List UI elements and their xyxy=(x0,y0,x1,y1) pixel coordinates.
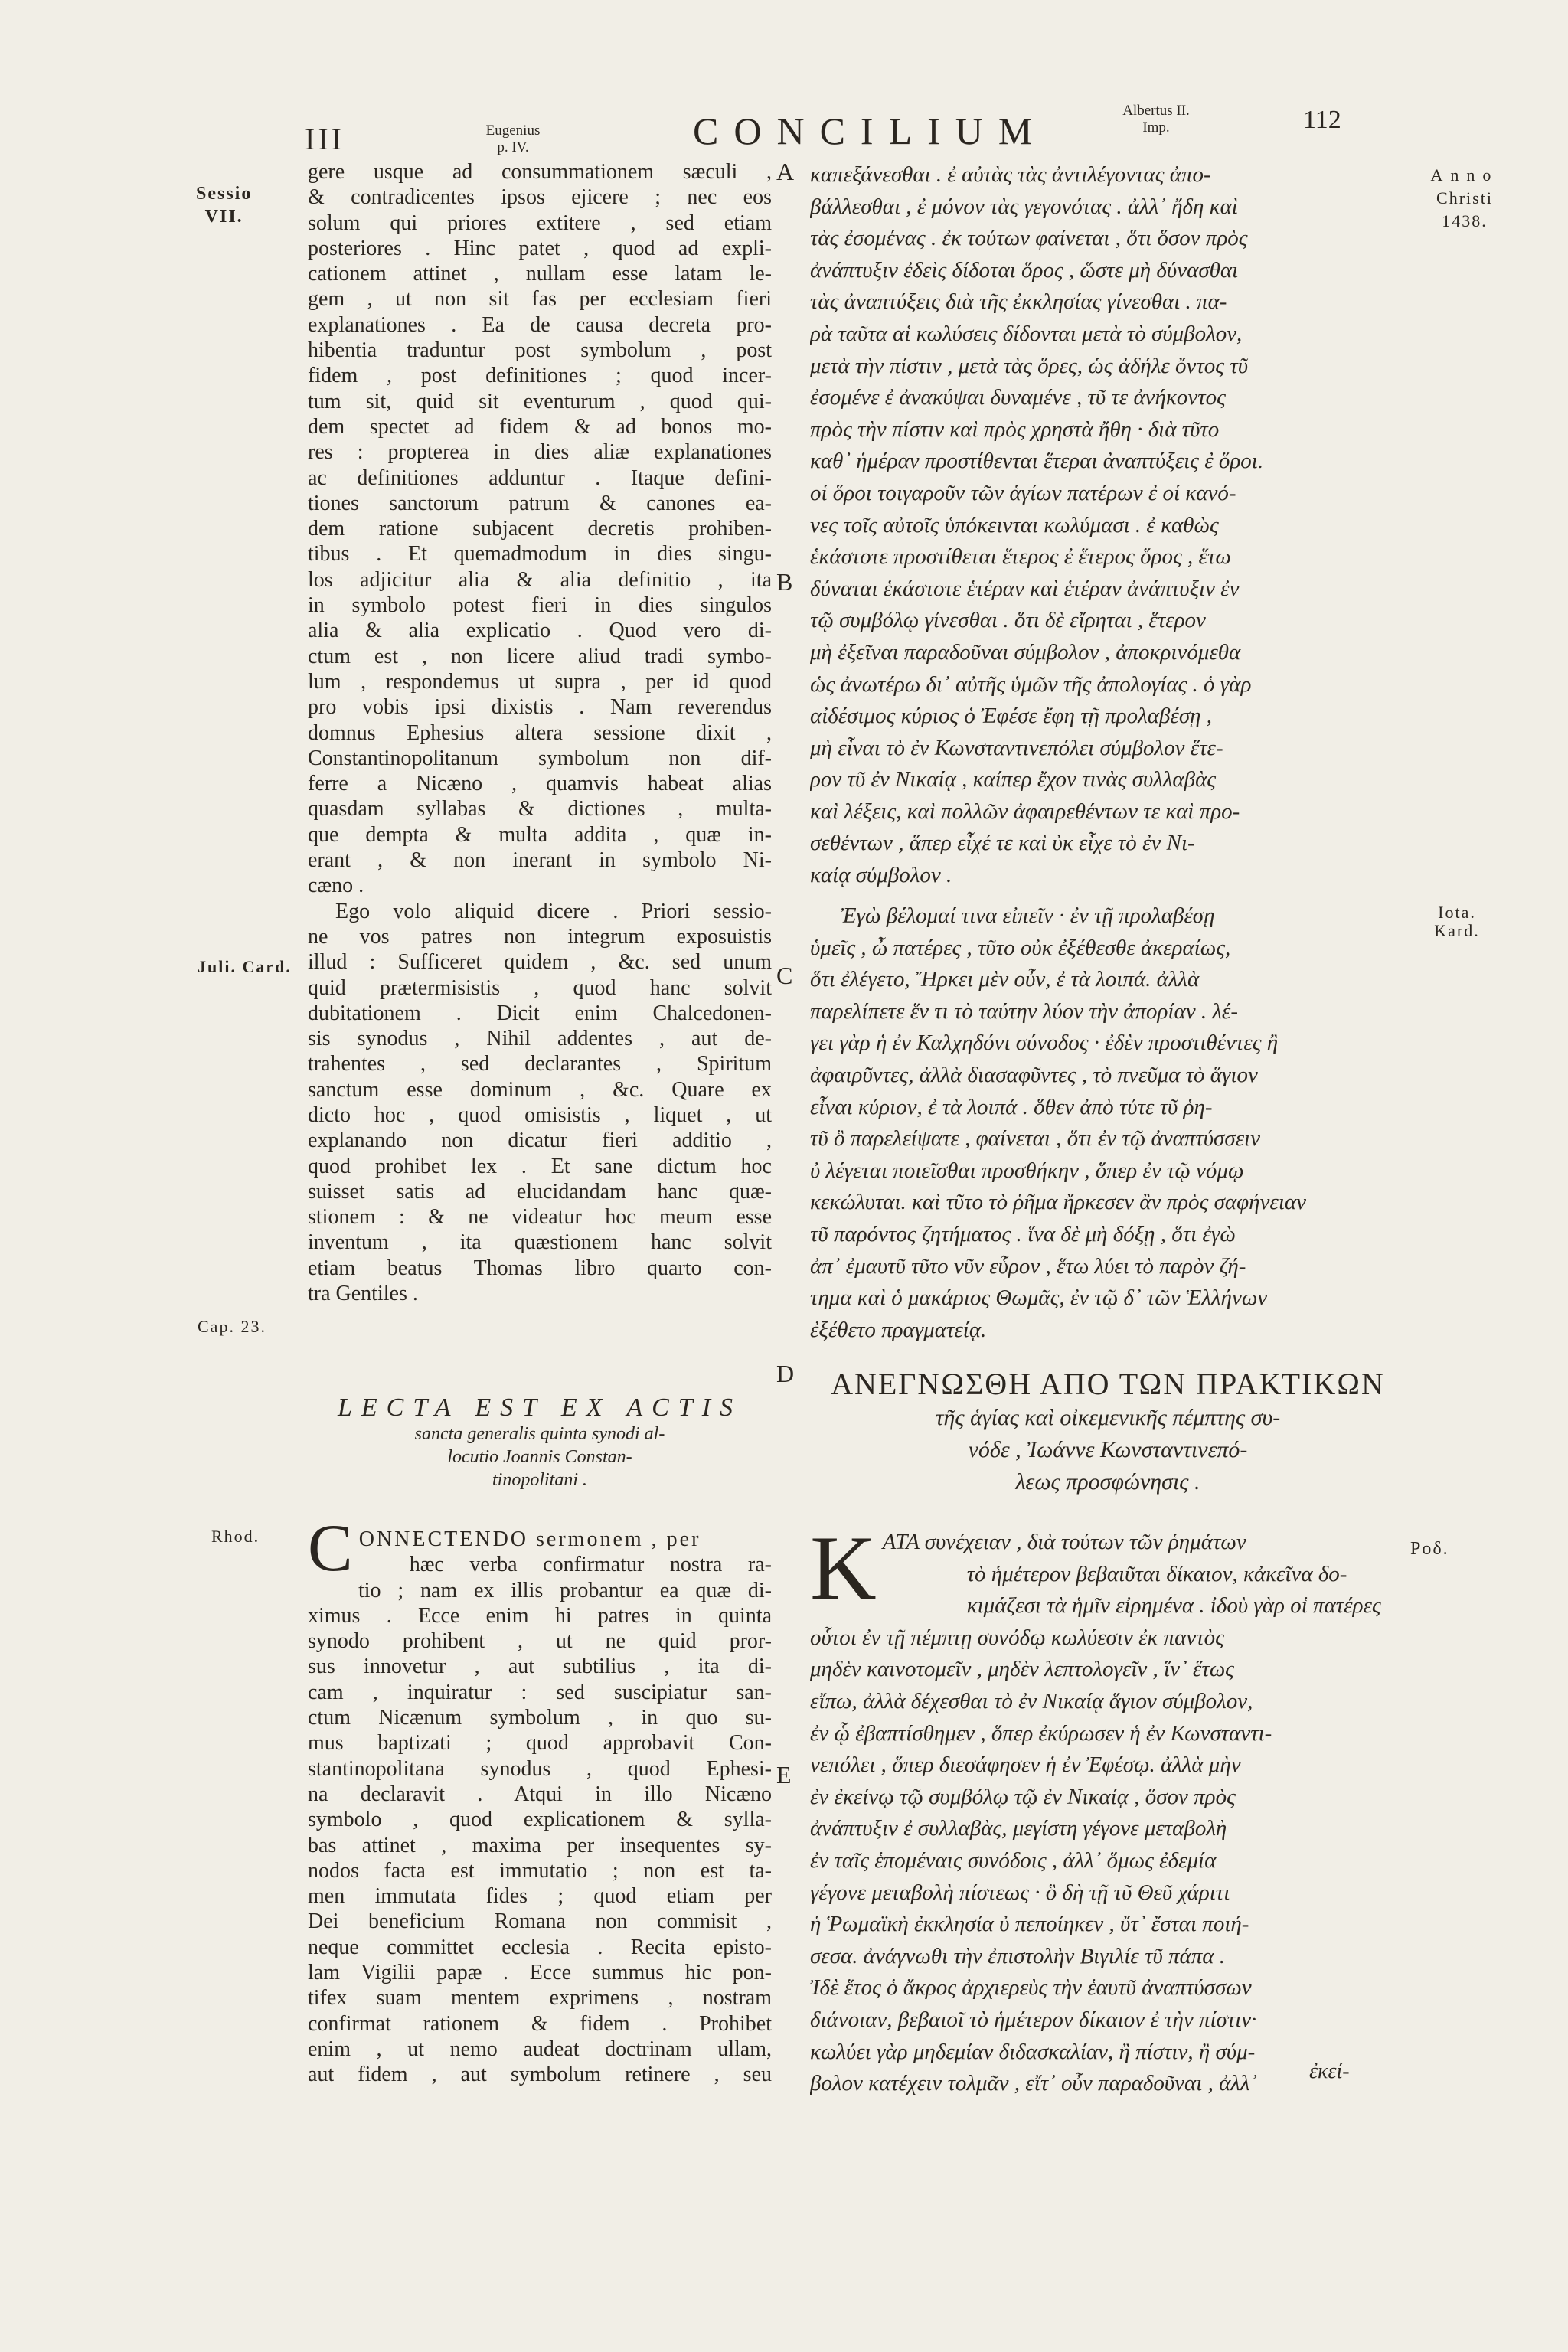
marker-c: C xyxy=(776,962,793,989)
greek-line: διάνοιαν, βεβαιοῖ τὸ ἡμέτερον δίκαιον ἐ τὴν πίστιν· xyxy=(810,2007,1257,2032)
latin-line: que dempta & multa addita , quæ in- xyxy=(308,822,772,847)
greek-line: αἰδέσιμος κύριος ὁ Ἐφέσε ἔφη τῇ προλαβέσῃ , xyxy=(810,704,1213,729)
greek-line: ἡ Ῥωμαϊκὴ ἐκκλησία ὐ πεποίηκεν , ὔτ᾽ ἔσται ποιή- xyxy=(810,1912,1250,1937)
latin-section-heading xyxy=(308,1393,772,1491)
greek-line: ἀφαιρῦντες, ἀλλὰ διασαφῦντες , τὸ πνεῦμα τὸ ἅγιον xyxy=(810,1062,1258,1087)
greek-line: Ἐγὼ βέλομαί τινα εἰπεῖν · ἐν τῇ προλαβέσῃ xyxy=(841,903,1215,928)
greek-line: σεσα. ἀνάγνωθι τὴν ἐπιστολὴν Βιγιλίε τῦ πάπα . xyxy=(810,1943,1226,1968)
latin-line: los adjicitur alia & alia definitio , ita xyxy=(308,567,772,592)
latin-line: res : propterea in dies aliæ explanationes xyxy=(308,440,772,465)
greek-line: παρελίπετε ἕν τι τὸ ταύτην λύον τὴν ἀπορίαν . λέ- xyxy=(810,998,1238,1024)
latin-line: quod prohibet lex . Et sane dictum hoc xyxy=(308,1154,772,1178)
greek-line: μὴ εἶναι τὸ ἐν Κωνσταντινεπόλει σύμβολον ἕτε- xyxy=(810,735,1223,760)
greek-line: ἐν ἐκείνῳ τῷ συμβόλῳ τῷ ἐν Νικαίᾳ , ὅσον πρὸς xyxy=(810,1784,1236,1809)
latin-heading-sub2: locutio Joannis Constan- xyxy=(447,1447,632,1467)
margin-iota-line1: Iota. xyxy=(1438,903,1476,922)
margin-sessio-line1: Sessio xyxy=(196,184,253,204)
greek-line: ὅτι ἐλέγετο, Ἤρκει μὲν οὖν, ἐ τὰ λοιπά. ἀλλὰ xyxy=(810,967,1200,992)
greek-line: ἀνάπτυξιν ἐδεὶς δίδοται ὅρος , ὥστε μὴ δύνασθαι xyxy=(810,257,1239,283)
latin-line: ferre a Nicæno , quamvis habeat alias xyxy=(308,772,772,796)
greek-column-top xyxy=(810,159,1406,892)
latin-line: hibentia traduntur post symbolum , post xyxy=(308,338,772,363)
latin-line: enim , ut nemo audeat doctrinam ullam, xyxy=(308,2037,772,2061)
margin-sessio xyxy=(196,182,252,228)
margin-iota-kard xyxy=(1415,903,1499,940)
latin-line: tio ; nam ex illis probantur ea quæ di- xyxy=(358,1578,772,1602)
latin-line: bas attinet , maxima per insequentes sy- xyxy=(308,1833,772,1857)
latin-line: posteriores . Hinc patet , quod ad expli- xyxy=(308,236,772,260)
greek-line: καπεξάνεσθαι . ἐ αὐτὰς τὰς ἀντιλέγοντας ἀπο- xyxy=(810,162,1211,187)
greek-line: τῦ παρόντος ζητήματος . ἵνα δὲ μὴ δόξῃ , ὅτι ἐγὼ xyxy=(810,1221,1236,1246)
latin-line: sis synodus , Nihil addentes , aut de- xyxy=(308,1027,772,1051)
margin-iota-line2: Kard. xyxy=(1434,921,1480,940)
latin-line: confirmat rationem & fidem . Prohibet xyxy=(308,2011,772,2036)
greek-line: γέγονε μεταβολὴ πίστεως · ὃ δὴ τῇ τῦ Θεῦ χάριτι xyxy=(810,1880,1230,1905)
latin-heading-sub1: sancta generalis quinta synodi al- xyxy=(414,1424,665,1444)
header-right-note-line1: Albertus II. xyxy=(1122,103,1190,119)
latin-line: gere usque ad consummationem sæculi , xyxy=(308,160,772,184)
greek-line: καίᾳ σύμβολον . xyxy=(810,863,952,888)
greek-line: ὐ λέγεται ποιεῖσθαι προσθήκην , ὅπερ ἐν τῷ νόμῳ xyxy=(810,1158,1244,1183)
marker-d: D xyxy=(776,1360,795,1387)
latin-heading-sub3: tinopolitani . xyxy=(492,1470,587,1490)
greek-bottom-first: ΑΤΑ συνέχειαν , διὰ τούτων τῶν ῥημάτων xyxy=(882,1530,1246,1554)
greek-line: νεπόλει , ὅπερ διεσάφησεν ἡ ἐν Ἐφέσῳ. ἀλλὰ μὴν xyxy=(810,1753,1241,1778)
greek-line: ἐσομένε ἐ ἀνακύψαι δυναμένε , τῦ τε ἀνήκοντος xyxy=(810,385,1226,410)
margin-sessio-line2: VII. xyxy=(204,207,243,227)
latin-line: suisset satis ad elucidandam hanc quæ- xyxy=(308,1179,772,1204)
latin-line: ctum Nicænum symbolum , in quo su- xyxy=(308,1706,772,1730)
greek-line: ρον τῦ ἐν Νικαίᾳ , καίπερ ἔχον τινὰς συλλαβὰς xyxy=(810,767,1217,792)
greek-line: ἐν ᾧ ἐβαπτίσθημεν , ὅπερ ἐκύρωσεν ἡ ἐν Κωνσταντι- xyxy=(810,1720,1272,1746)
latin-line: domnus Ephesius altera sessione dixit , xyxy=(308,720,772,745)
latin-line: trahentes , sed declarantes , Spiritum xyxy=(308,1052,772,1076)
greek-line: μηδὲν καινοτομεῖν , μηδὲν λεπτολογεῖν , ἵν᾽ ἕτως xyxy=(810,1657,1234,1682)
latin-bottom-first: ONNECTENDO sermonem , per xyxy=(358,1527,701,1551)
latin-line: dem ratione subjacent decretis prohiben- xyxy=(308,517,772,541)
latin-line: dicto hoc , quod omisistis , liquet , ut xyxy=(308,1102,772,1127)
latin-line: tra Gentiles . xyxy=(308,1282,418,1306)
greek-line: δύναται ἑκάστοτε ἑτέραν καὶ ἑτέραν ἀνάπτυξιν ἐν xyxy=(810,576,1240,601)
greek-line: τὰς ἐσομένας . ἐκ τούτων φαίνεται , ὅτι ὅσον πρὸς xyxy=(810,226,1248,251)
header-left-note xyxy=(459,122,567,156)
latin-line: tum sit, quid sit eventurum , quod qui- xyxy=(308,389,772,413)
greek-line: τῦ ὃ παρελείψατε , φαίνεται , ὅτι ἐν τῷ ἀναπτύσσειν xyxy=(810,1126,1260,1152)
header-left-note-line2: p. IV. xyxy=(497,139,529,155)
latin-line: cam , inquiratur : sed suscipiatur san- xyxy=(308,1680,772,1704)
latin-line: hæc verba confirmatur nostra ra- xyxy=(409,1553,772,1577)
latin-line: mus baptizati ; quod approbavit Con- xyxy=(308,1731,772,1756)
greek-line: μετὰ τὴν πίστιν , μετὰ τὰς ὅρες, ὡς ἀδήλε ὄντος τῦ xyxy=(810,353,1249,378)
greek-line: τὰς ἀναπτύξεις διὰ τῆς ἐκκλησίας γίνεσθαι . πα- xyxy=(810,289,1227,315)
greek-line: ρὰ ταῦτα αἱ κωλύσεις δίδονται μετὰ τὸ σύμβολον, xyxy=(810,321,1243,346)
latin-heading-title: LECTA EST EX ACTIS xyxy=(337,1393,743,1422)
greek-heading-title: ΑΝΕΓΝΩΣΘΗ ΑΠΟ ΤΩΝ ΠΡΑΚΤΙΚΩΝ xyxy=(831,1367,1385,1401)
greek-heading-sub1: τῆς ἁγίας καὶ οἰκεμενικῆς πέμπτης συ- xyxy=(935,1405,1281,1430)
greek-line: οἱ ὅροι τοιγαροῦν τῶν ἁγίων πατέρων ἐ οἱ κανό- xyxy=(810,480,1236,505)
latin-line: quasdam syllabas & dictiones , multa- xyxy=(308,797,772,822)
latin-line: ac definitiones adduntur . Itaque defini- xyxy=(308,466,772,490)
latin-line: aut fidem , aut symbolum retinere , seu xyxy=(308,2063,772,2087)
latin-line: explanando non dicatur fieri additio , xyxy=(308,1129,772,1153)
right-page-number: 112 xyxy=(1303,106,1341,134)
margin-cap: Cap. 23. xyxy=(198,1317,266,1336)
greek-section-heading xyxy=(810,1366,1406,1498)
latin-line: neque committet ecclesia . Recita episto- xyxy=(308,1935,772,1959)
latin-line: symbolo , quod explicationem & sylla- xyxy=(308,1808,772,1832)
latin-column-top xyxy=(308,159,772,1306)
latin-line: stionem : & ne videatur hoc meum esse xyxy=(308,1205,772,1230)
latin-line: ximus . Ecce enim hi patres in quinta xyxy=(308,1603,772,1628)
greek-line: ἀπ᾽ ἐμαυτῦ τῦτο νῦν εὗρον , ἕτω λύει τὸ παρὸν ζή- xyxy=(810,1253,1246,1279)
margin-juli-card: Juli. Card. xyxy=(198,957,292,976)
anno-line2: Christi xyxy=(1436,188,1493,207)
greek-heading-sub2: νόδε , Ἰωάννε Κωνσταντινεπό- xyxy=(968,1437,1248,1462)
greek-line: ἀνάπτυξιν ἐ συλλαβὰς, μεγίστη γέγονε μεταβολὴ xyxy=(810,1816,1227,1841)
latin-line: dem spectet ad fidem & ad bonos mo- xyxy=(308,414,772,439)
margin-rhod-right: Ροδ. xyxy=(1410,1539,1449,1559)
latin-line: Ego volo aliquid dicere . Priori sessio- xyxy=(335,899,772,923)
greek-line: πρὸς τὴν πίστιν καὶ πρὸς χρηστὰ ἤθη · διὰ τῦτο xyxy=(810,416,1220,442)
latin-line: tibus . Et quemadmodum in dies singu- xyxy=(308,542,772,567)
latin-line: ctum est , non licere aliud tradi symbo- xyxy=(308,644,772,668)
greek-dropcap: K xyxy=(810,1517,877,1619)
latin-line: stantinopolitana synodus , quod Ephesi- xyxy=(308,1756,772,1781)
greek-line: σεθέντων , ἅπερ εἶχέ τε καὶ ὐκ εἶχε τὸ ἐν Νι- xyxy=(810,831,1195,856)
latin-line: dubitationem . Dicit enim Chalcedonen- xyxy=(308,1001,772,1025)
greek-line: κεκώλυται. καὶ τῦτο τὸ ῥῆμα ἤρκεσεν ἂν πρὸς σαφήνειαν xyxy=(810,1190,1306,1215)
latin-line: fidem , post definitiones ; quod incer- xyxy=(308,364,772,388)
latin-line: gem , ut non sit fas per ecclesiam fieri xyxy=(308,287,772,312)
latin-line: men immutata fides ; quod etiam per xyxy=(308,1884,772,1909)
catchword: ἐκεί- xyxy=(1309,2060,1350,2083)
latin-line: nodos facta est immutatio ; non est ta- xyxy=(308,1858,772,1883)
greek-bottom-lines xyxy=(810,1559,1406,2100)
latin-line: solum qui priores extitere , sed etiam xyxy=(308,211,772,235)
marker-b: B xyxy=(776,568,793,596)
greek-line: οὗτοι ἐν τῇ πέμπτῃ συνόδῳ κωλύεσιν ἐκ παντὸς xyxy=(810,1625,1224,1650)
latin-line: in symbolo potest fieri in dies singulos xyxy=(308,593,772,618)
greek-line: εἴπω, ἀλλὰ δέχεσθαι τὸ ἐν Νικαίᾳ ἅγιον σύμβολον, xyxy=(810,1688,1253,1713)
latin-line: illud : Sufficeret quidem , &c. sed unum xyxy=(308,950,772,975)
latin-line: Dei beneficium Romana non commisit , xyxy=(308,1909,772,1934)
greek-line: κωλύει γὰρ μηδεμίαν διδασκαλίαν, ἢ πίστιν, ἢ σύμ- xyxy=(810,2039,1256,2064)
anno-line1: Anno xyxy=(1430,165,1499,185)
page-number: III xyxy=(305,122,345,156)
anno-christi-note xyxy=(1407,164,1522,233)
latin-line: inventum , ita quæstionem hanc solvit xyxy=(308,1230,772,1255)
latin-column-bottom xyxy=(308,1511,772,2088)
latin-line: synodo prohibent , ut ne quid pror- xyxy=(308,1629,772,1654)
greek-line: τὸ ἡμέτερον βεβαιῦται δίκαιον, κἀκεῖνα δο- xyxy=(966,1561,1348,1586)
latin-line: & contradicentes ipsos ejicere ; nec eos xyxy=(308,185,772,210)
greek-line: γει γὰρ ἡ ἐν Καλχηδόνι σύνοδος · ἐδὲν προστιθέντες ἢ xyxy=(810,1031,1279,1056)
margin-rhod-left: Rhod. xyxy=(211,1527,260,1546)
latin-line: sanctum esse dominum , &c. Quare ex xyxy=(308,1077,772,1102)
anno-line3: 1438. xyxy=(1442,211,1488,230)
running-title: CONCILIUM xyxy=(693,109,1048,152)
latin-line: sus innovetur , aut subtilius , ita di- xyxy=(308,1655,772,1679)
latin-line: pro vobis ipsi dixistis . Nam reverendus xyxy=(308,695,772,720)
latin-line: lum , respondemus ut supra , per id quod xyxy=(308,669,772,694)
latin-line: Constantinopolitanum symbolum non dif- xyxy=(308,746,772,770)
latin-line: lam Vigilii papæ . Ecce summus hic pon- xyxy=(308,1961,772,1985)
greek-line: τημα καὶ ὁ μακάριος Θωμᾶς, ἐν τῷ δ᾽ τῶν Ἑλλήνων xyxy=(810,1285,1268,1311)
greek-line: εἶναι κύριον, ἐ τὰ λοιπά . ὅθεν ἀπὸ τύτε τῦ ῥη- xyxy=(810,1094,1213,1119)
greek-column-bottom xyxy=(810,1517,1406,2100)
greek-line: καθ᾽ ἡμέραν προστίθενται ἕτεραι ἀναπτύξεις ἐ ὅροι. xyxy=(810,449,1264,474)
latin-line: cationem attinet , nullam esse latam le- xyxy=(308,262,772,286)
latin-line: tiones sanctorum patrum & canones ea- xyxy=(308,491,772,515)
greek-line: ἑκάστοτε προστίθεται ἕτερος ἐ ἕτερος ὅρος , ἕτω xyxy=(810,544,1231,570)
latin-line: explanationes . Ea de causa decreta pro- xyxy=(308,312,772,337)
greek-line: Ἰδὲ ἕτος ὁ ἄκρος ἀρχιερεὺς τὴν ἑαυτῦ ἀναπτύσσων xyxy=(810,1975,1252,2001)
latin-bottom-lines xyxy=(308,1552,772,2087)
greek-line: κιμάζεσι τὰ ἡμῖν εἰρημένα . ἰδοὺ γὰρ οἱ πατέρες xyxy=(966,1593,1381,1619)
latin-line: quid prætermisistis , quod hanc solvit xyxy=(308,975,772,1000)
latin-dropcap: C xyxy=(308,1511,353,1586)
latin-line: etiam beatus Thomas libro quarto con- xyxy=(308,1256,772,1280)
latin-line: tifex suam mentem exprimens , nostram xyxy=(308,1986,772,2011)
latin-line: erant , & non inerant in symbolo Ni- xyxy=(308,848,772,873)
header-left-note-line1: Eugenius xyxy=(485,122,541,139)
greek-line: τῷ συμβόλῳ γίνεσθαι . ὅτι δὲ εἴρηται , ἕτερον xyxy=(810,608,1206,633)
marker-a: A xyxy=(776,158,795,185)
greek-line: ἐξέθετο πραγματείᾳ. xyxy=(810,1317,987,1342)
latin-line: ne vos patres non integrum exposuistis xyxy=(308,924,772,949)
greek-line: ὡς ἀνωτέρω δι᾽ αὐτῆς ὑμῶν τῆς ἀπολογίας . ὁ γὰρ xyxy=(810,671,1252,697)
latin-line: cæno . xyxy=(308,874,364,898)
greek-heading-sub3: λεως προσφώνησις . xyxy=(1015,1469,1200,1494)
latin-line: na declaravit . Atqui in illo Nicæno xyxy=(308,1782,772,1806)
latin-line: alia & alia explicatio . Quod vero di- xyxy=(308,619,772,643)
greek-column-mid xyxy=(810,900,1406,1346)
marker-e: E xyxy=(776,1761,792,1788)
header-right-note-line2: Imp. xyxy=(1142,119,1170,136)
greek-line: βάλλεσθαι , ἐ μόνον τὰς γεγονότας . ἀλλ᾽ ἤδη καὶ xyxy=(810,194,1238,219)
greek-line: βολον κατέχειν τολμᾶν , εἴτ᾽ οὖν παραδοῦναι , ἀλλ᾽ xyxy=(810,2071,1258,2096)
header-right-note xyxy=(1087,103,1225,136)
greek-line: καὶ λέξεις, καὶ πολλῶν ἀφαιρεθέντων τε καὶ προ- xyxy=(810,799,1240,824)
greek-line: νες τοῖς αὐτοῖς ὑπόκεινται κωλύμασι . ἐ καθὼς xyxy=(810,512,1219,537)
greek-line: μὴ ἐξεῖναι παραδοῦναι σύμβολον , ἀποκρινόμεθα xyxy=(810,639,1241,665)
greek-line: ὑμεῖς , ὦ πατέρες , τῦτο οὐκ ἐξέθεσθε ἀκεραίως, xyxy=(810,935,1231,960)
greek-line: ἐν ταῖς ἑπομέναις συνόδοις , ἀλλ᾽ ὅμως ἐδεμία xyxy=(810,1847,1217,1873)
